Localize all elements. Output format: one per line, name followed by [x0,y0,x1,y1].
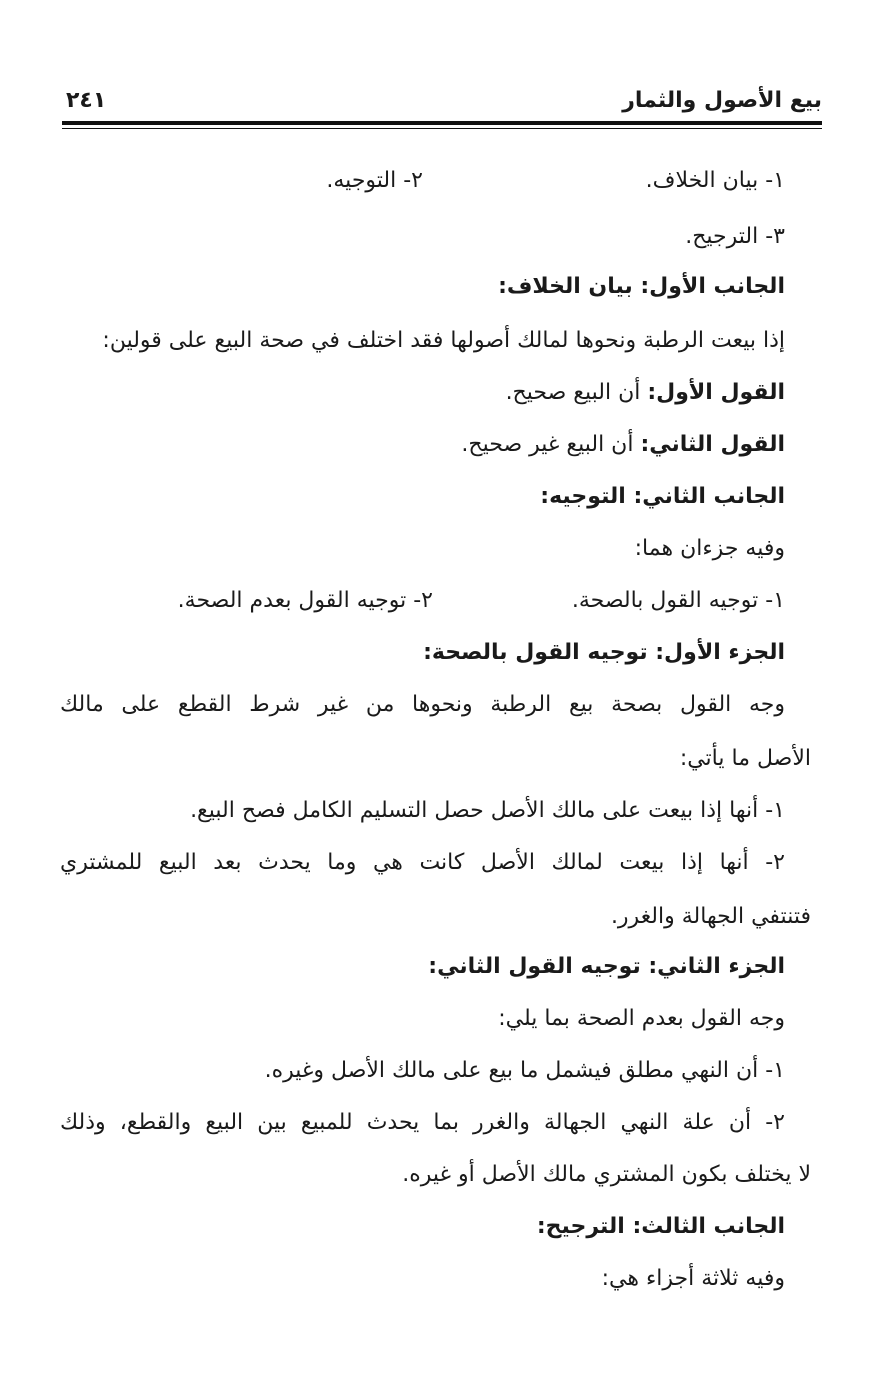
paragraph-line: الأصل ما يأتي: [679,746,811,771]
section-heading: الجانب الثاني: التوجيه: [540,484,785,509]
list-item: ٢- توجيه القول بعدم الصحة. [177,588,433,613]
paragraph-line: لا يختلف بكون المشتري مالك الأصل أو غيره. [402,1162,811,1187]
paragraph-line: وفيه ثلاثة أجزاء هي: [601,1266,785,1291]
list-item: ١- أن النهي مطلق فيشمل ما بيع على مالك الأصل وغيره. [264,1058,785,1083]
list-item: ١- أنها إذا بيعت على مالك الأصل حصل التسليم الكامل فصح البيع. [190,798,785,823]
section-heading: الجزء الأول: توجيه القول بالصحة: [423,640,785,665]
opinion-text: أن البيع صحيح. [505,380,648,405]
section-heading: الجانب الأول: بيان الخلاف: [498,274,785,299]
list-item: ١- توجيه القول بالصحة. [571,588,785,613]
paragraph-line: وجه القول بعدم الصحة بما يلي: [498,1006,785,1031]
opinion-line [506,378,785,408]
paragraph-line: إذا بيعت الرطبة ونحوها لمالك أصولها فقد اختلف في صحة البيع على قولين: [102,328,785,353]
section-heading: الجزء الثاني: توجيه القول الثاني: [428,954,785,979]
list-item: ١- بيان الخلاف. [645,168,785,193]
opinion-text: أن البيع غير صحيح. [461,432,641,457]
running-header [62,82,822,118]
opinion-label: القول الثاني: [640,432,785,457]
header-rule-thin [62,128,822,129]
list-item: ٢- التوجيه. [326,168,423,193]
page-number: ٢٤١ [66,88,107,113]
paragraph-line: وجه القول بصحة بيع الرطبة ونحوها من غير شرط القطع على مالك [60,692,785,717]
section-heading: الجانب الثالث: الترجيح: [536,1214,785,1239]
opinion-label: القول الأول: [647,380,785,405]
paragraph-line: وفيه جزءان هما: [634,536,785,561]
list-item: ٢- أن علة النهي الجهالة والغرر بما يحدث للمبيع بين البيع والقطع، وذلك [60,1110,785,1135]
chapter-title: بيع الأصول والثمار [622,88,822,113]
list-item: ٢- أنها إذا بيعت لمالك الأصل كانت هي وما يحدث بعد البيع للمشتري [60,850,785,875]
paragraph-line: فتنتفي الجهالة والغرر. [610,904,811,929]
list-item: ٣- الترجيح. [685,224,785,249]
opinion-line [461,430,785,460]
header-rule-thick [62,121,822,125]
